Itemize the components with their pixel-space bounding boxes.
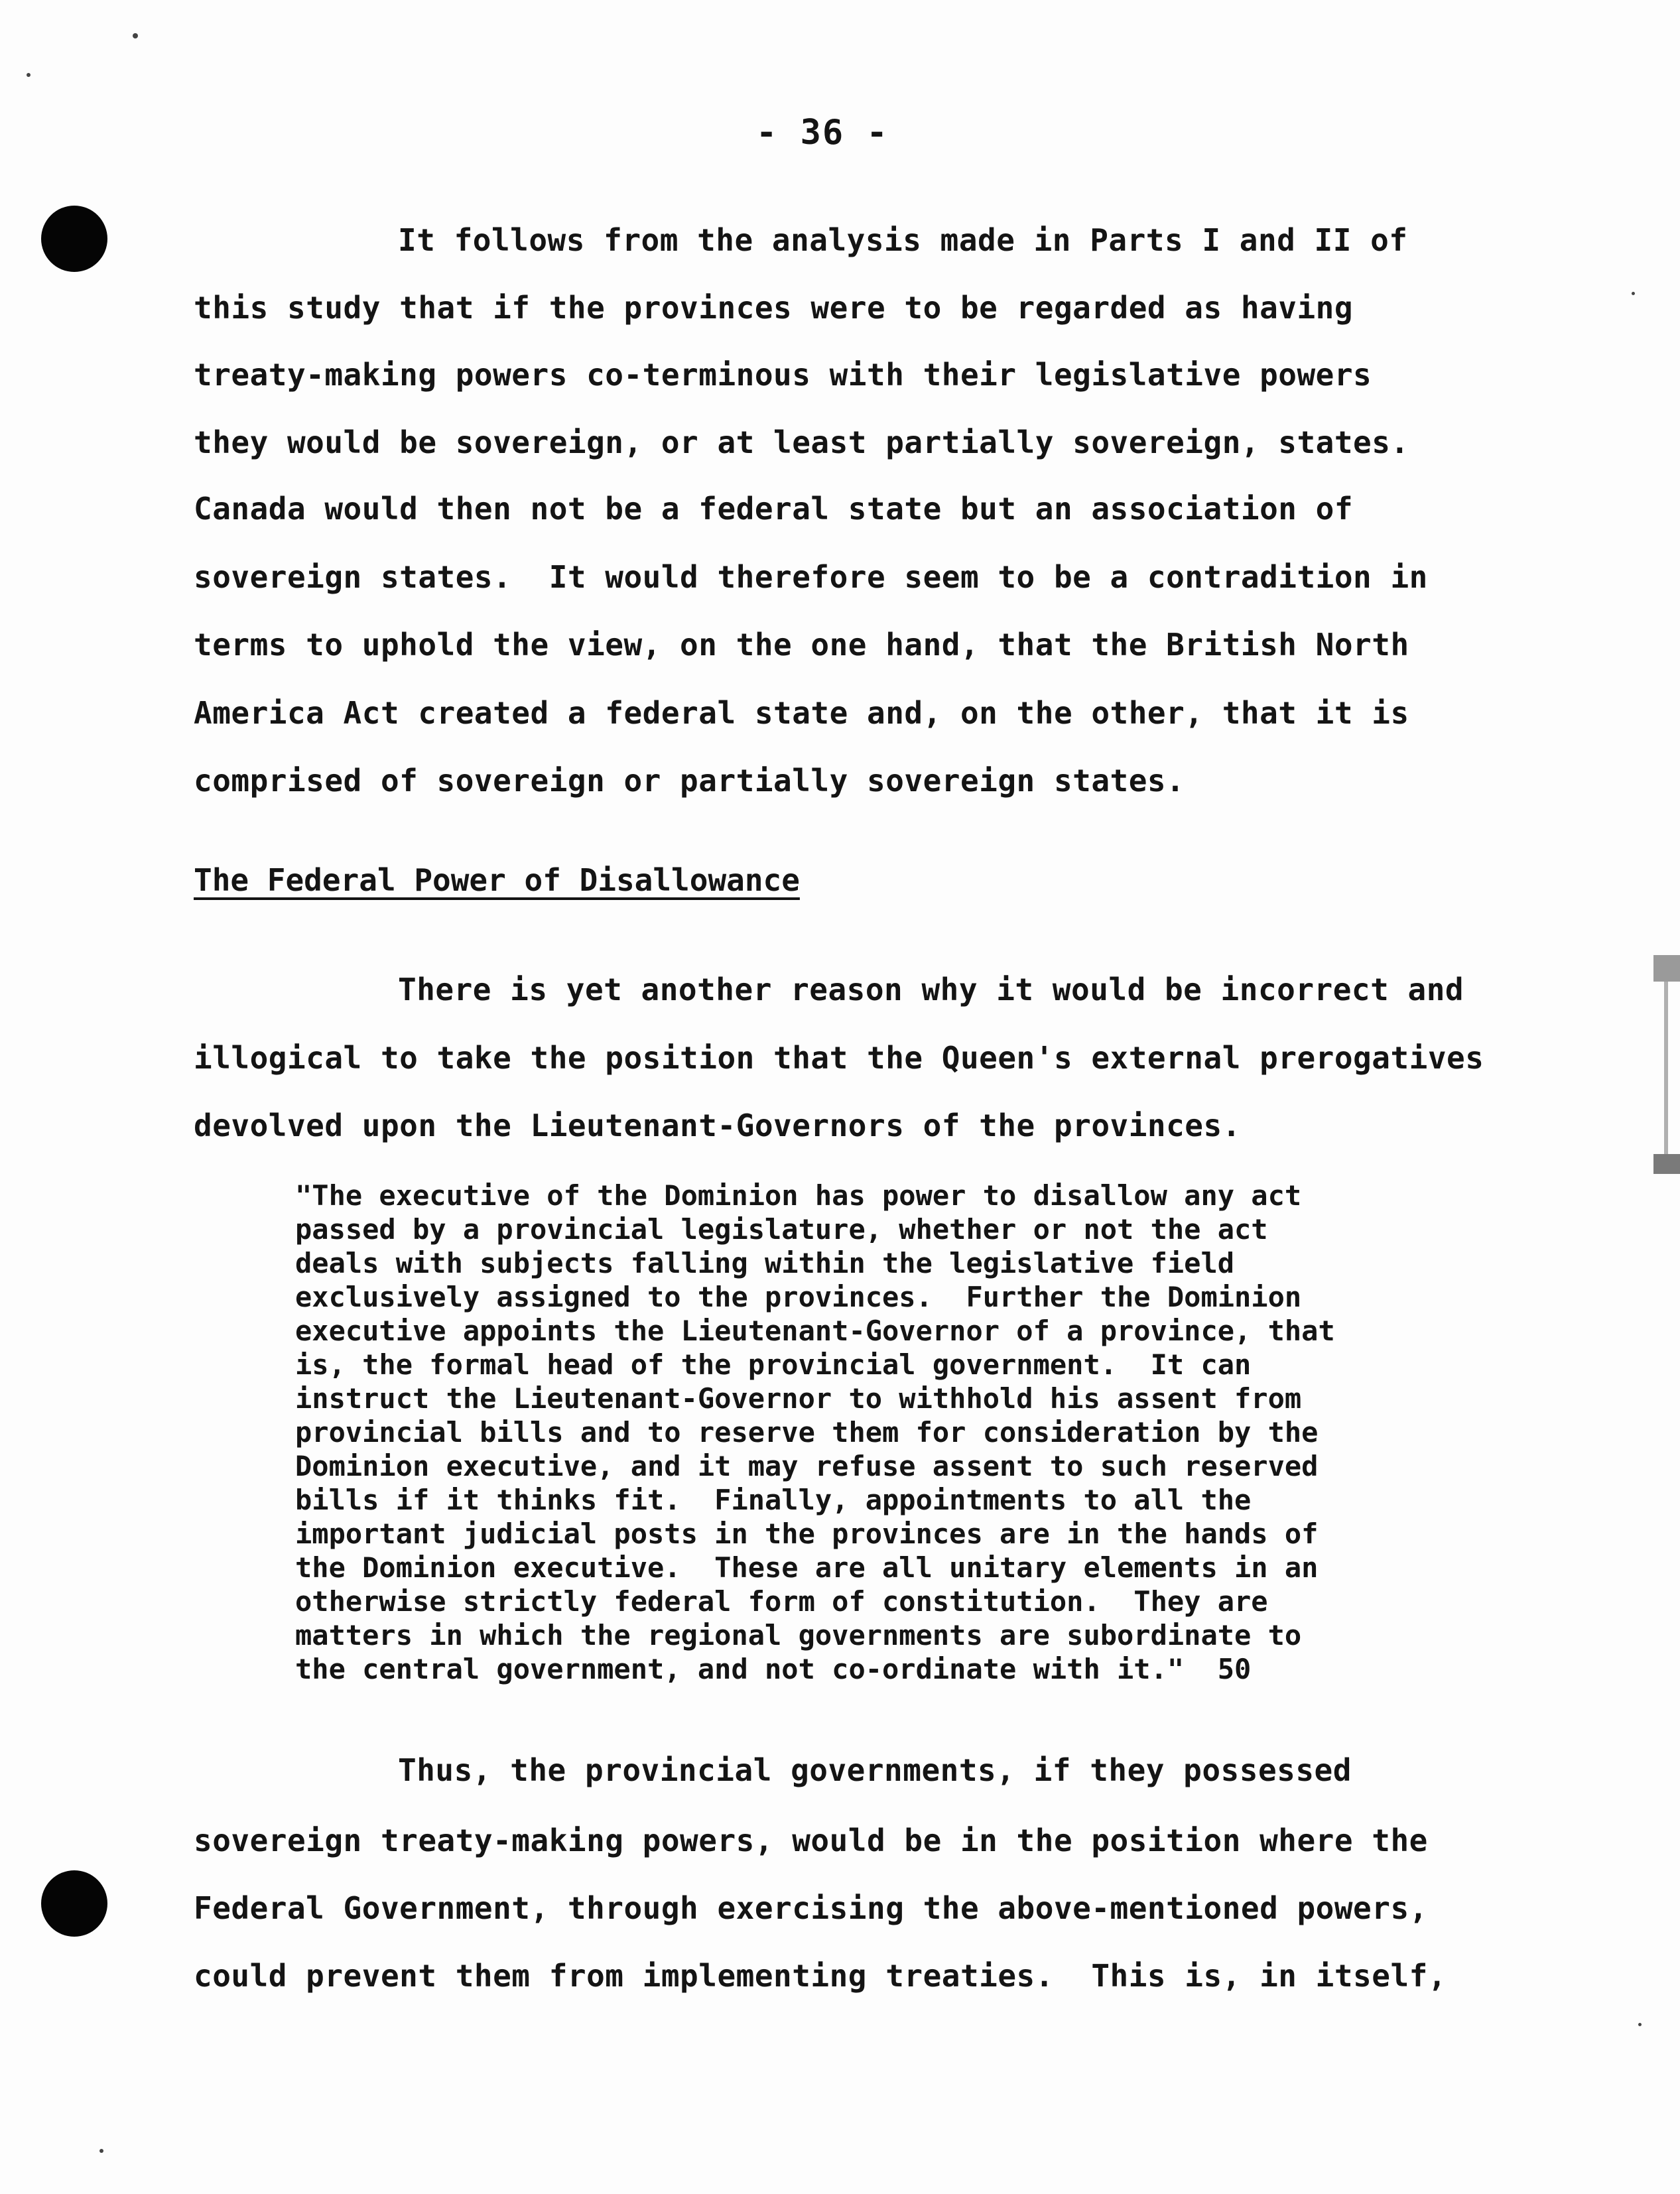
paragraph-1-line: America Act created a federal state and, on the other, that it is xyxy=(194,695,1409,731)
paragraph-2-line: There is yet another reason why it would be incorrect and xyxy=(398,972,1464,1007)
quotation-line: exclusively assigned to the provinces. Further the Dominion xyxy=(295,1281,1302,1313)
paragraph-1-line: sovereign states. It would therefore seem to be a contradition in xyxy=(194,559,1428,595)
quotation-line: otherwise strictly federal form of constitution. They are xyxy=(295,1585,1268,1618)
paragraph-3-line: could prevent them from implementing treaties. This is, in itself, xyxy=(194,1958,1447,1994)
paragraph-1-line: comprised of sovereign or partially sovereign states. xyxy=(194,763,1185,799)
scan-artifact xyxy=(1664,982,1668,1154)
scan-speck xyxy=(1638,2023,1642,2026)
quotation-line: deals with subjects falling within the legislative field xyxy=(295,1247,1235,1279)
quotation-line: the central government, and not co-ordinate with it." 50 xyxy=(295,1653,1252,1685)
quotation-line: passed by a provincial legislature, whether or not the act xyxy=(295,1213,1268,1246)
paragraph-3-line: Federal Government, through exercising the above-mentioned powers, xyxy=(194,1890,1428,1926)
quotation-line: instruct the Lieutenant-Governor to withhold his assent from xyxy=(295,1382,1302,1415)
scan-artifact xyxy=(1653,955,1680,982)
page-number: - 36 - xyxy=(756,113,889,153)
paragraph-1-line: Canada would then not be a federal state but an association of xyxy=(194,491,1354,527)
paragraph-1-line: this study that if the provinces were to be regarded as having xyxy=(194,290,1354,326)
quotation-line: matters in which the regional governments are subordinate to xyxy=(295,1619,1302,1651)
quotation-line: bills if it thinks fit. Finally, appointments to all the xyxy=(295,1484,1252,1516)
paragraph-1-line: It follows from the analysis made in Parts I and II of xyxy=(398,222,1408,258)
paragraph-1-line: terms to uphold the view, on the one hand, that the British North xyxy=(194,627,1409,663)
punch-hole-top xyxy=(41,206,107,272)
quotation-line: executive appoints the Lieutenant-Governor of a province, that xyxy=(295,1315,1335,1347)
paragraph-2-line: devolved upon the Lieutenant-Governors of the provinces. xyxy=(194,1108,1241,1143)
scan-speck xyxy=(27,73,31,77)
scan-speck xyxy=(1632,292,1635,295)
quotation-line: is, the formal head of the provincial government. It can xyxy=(295,1348,1252,1381)
section-heading: The Federal Power of Disallowance xyxy=(194,862,800,898)
quotation-line: "The executive of the Dominion has power to disallow any act xyxy=(295,1179,1302,1212)
quotation-line: Dominion executive, and it may refuse assent to such reserved xyxy=(295,1450,1319,1482)
paragraph-1-line: treaty-making powers co-terminous with their legislative powers xyxy=(194,357,1372,393)
paragraph-1-line: they would be sovereign, or at least partially sovereign, states. xyxy=(194,424,1409,460)
paragraph-2-line: illogical to take the position that the Queen's external prerogatives xyxy=(194,1040,1484,1076)
scan-speck xyxy=(99,2149,103,2153)
paragraph-3-line: sovereign treaty-making powers, would be in the position where the xyxy=(194,1823,1428,1858)
scan-speck xyxy=(133,33,138,38)
quotation-line: provincial bills and to reserve them for consideration by the xyxy=(295,1416,1319,1449)
scan-artifact xyxy=(1653,1154,1680,1174)
quotation-line: the Dominion executive. These are all unitary elements in an xyxy=(295,1551,1319,1584)
paragraph-3-line: Thus, the provincial governments, if they possessed xyxy=(398,1752,1352,1788)
quotation-line: important judicial posts in the provinces are in the hands of xyxy=(295,1517,1319,1550)
punch-hole-bottom xyxy=(41,1870,107,1937)
